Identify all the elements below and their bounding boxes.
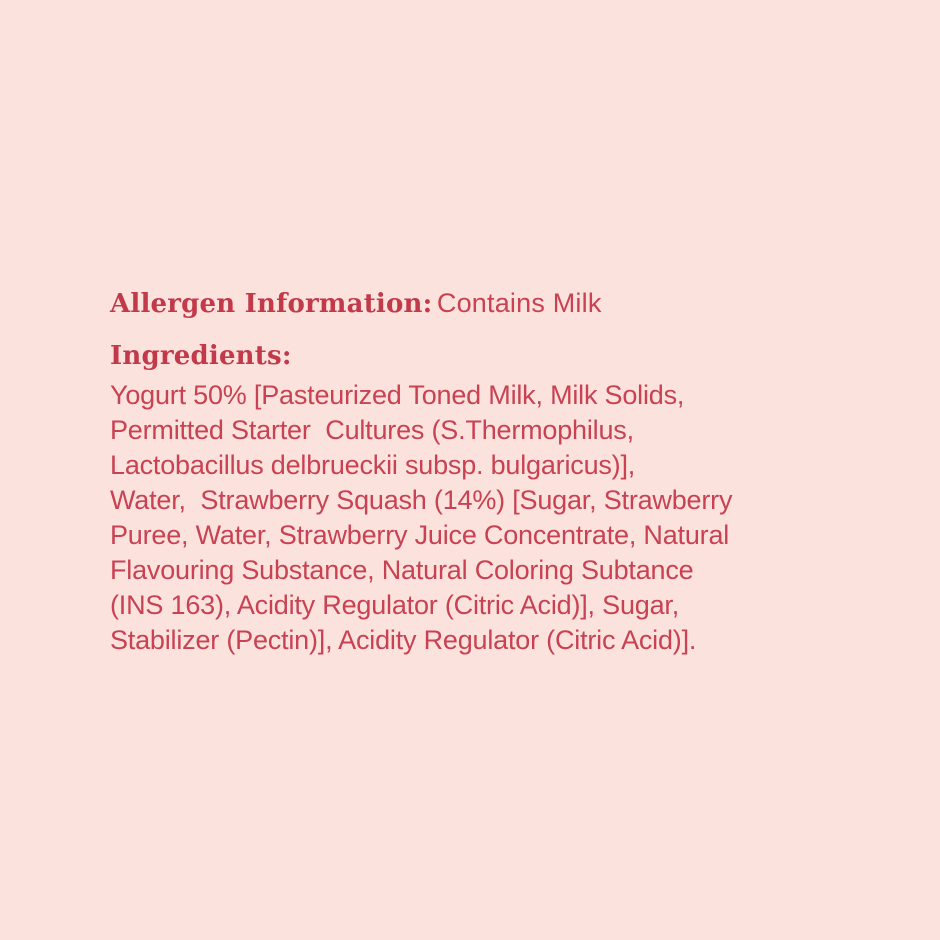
ingredients-line: Permitted Starter Cultures (S.Thermophilus, — [110, 415, 634, 445]
ingredients-line: Lactobacillus delbrueckii subsp. bulgaricus)], — [110, 450, 636, 480]
ingredients-line: Puree, Water, Strawberry Juice Concentrate, Natural — [110, 520, 730, 550]
ingredients-list — [110, 378, 870, 658]
ingredients-line: Water, Strawberry Squash (14%) [Sugar, Strawberry — [110, 485, 733, 515]
ingredients-line: Stabilizer (Pectin)], Acidity Regulator (Citric Acid)]. — [110, 625, 697, 655]
allergen-information-heading: Allergen Information: — [110, 289, 433, 319]
label-text-block — [110, 286, 870, 658]
ingredients-heading: Ingredients: — [110, 341, 292, 371]
allergen-information-line — [110, 286, 870, 325]
allergen-information-value: Contains Milk — [436, 288, 602, 318]
ingredients-line: (INS 163), Acidity Regulator (Citric Acid)], Sugar, — [110, 590, 680, 620]
ingredients-line: Flavouring Substance, Natural Coloring Subtance — [110, 555, 694, 585]
ingredients-line: Yogurt 50% [Pasteurized Toned Milk, Milk Solids, — [110, 380, 685, 410]
